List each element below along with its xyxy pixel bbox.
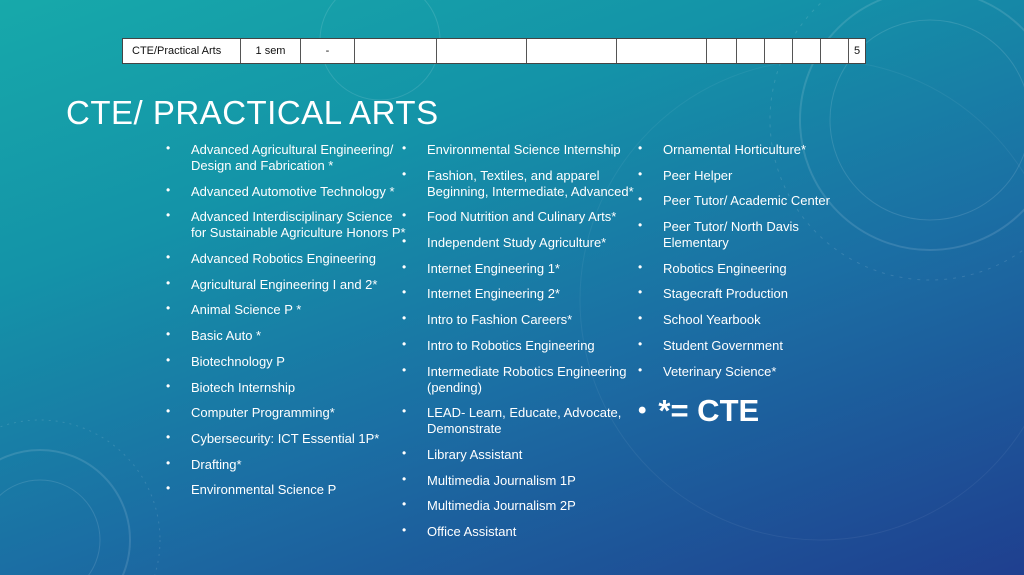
header-cell-empty [821, 39, 849, 63]
list-item: • Multimedia Journalism 1P [402, 473, 642, 489]
course-header-row [122, 38, 866, 64]
header-cell-empty [737, 39, 765, 63]
list-item: • Advanced Automotive Technology * [166, 184, 406, 200]
list-item: • Internet Engineering 2* [402, 286, 642, 302]
list-item: • Peer Tutor/ Academic Center [638, 193, 848, 209]
header-cell-credits: 5 [853, 45, 861, 57]
header-cell-empty [707, 39, 737, 63]
list-item: • Library Assistant [402, 447, 642, 463]
list-item: • Student Government [638, 338, 848, 354]
list-item: • Agricultural Engineering I and 2* [166, 277, 406, 293]
list-item: • Animal Science P * [166, 302, 406, 318]
list-item: • Basic Auto * [166, 328, 406, 344]
list-item: • Office Assistant [402, 524, 642, 540]
list-item: • LEAD- Learn, Educate, Advocate, Demonstrate [402, 405, 642, 437]
course-list-column-2 [402, 142, 642, 550]
list-item: • Intro to Robotics Engineering [402, 338, 642, 354]
list-item: • Robotics Engineering [638, 261, 848, 277]
header-cell-empty [793, 39, 821, 63]
list-item: • Food Nutrition and Culinary Arts* [402, 209, 642, 225]
list-item: • Advanced Agricultural Engineering/ Design and Fabrication * [166, 142, 406, 174]
list-item: • Ornamental Horticulture* [638, 142, 848, 158]
header-cell-empty [437, 39, 527, 63]
list-item: • Independent Study Agriculture* [402, 235, 642, 251]
list-item: • Computer Programming* [166, 405, 406, 421]
page-title: CTE/ PRACTICAL ARTS [66, 94, 439, 131]
list-item: • Peer Tutor/ North Davis Elementary [638, 219, 848, 251]
header-cell-course: CTE/Practical Arts [123, 39, 241, 63]
list-item: • Intro to Fashion Careers* [402, 312, 642, 328]
list-item: • Veterinary Science* [638, 364, 848, 380]
header-cell-empty [617, 39, 707, 63]
bullet-icon: • [638, 397, 647, 424]
header-cell-empty [765, 39, 793, 63]
header-cell-grade: - [301, 39, 355, 63]
list-item: • Fashion, Textiles, and apparel Beginning, Intermediate, Advanced* [402, 168, 642, 200]
list-item: • Biotechnology P [166, 354, 406, 370]
header-cell-length: 1 sem [241, 39, 301, 63]
list-item: • Internet Engineering 1* [402, 261, 642, 277]
course-list-column-1 [166, 142, 406, 508]
header-cell-empty [527, 39, 617, 63]
list-item: • Multimedia Journalism 2P [402, 498, 642, 514]
list-item: • Drafting* [166, 457, 406, 473]
list-item: • Biotech Internship [166, 380, 406, 396]
cte-legend-text: *= CTE [658, 393, 760, 428]
header-cell-empty [355, 39, 437, 63]
list-item: • Advanced Interdisciplinary Science for Sustainable Agriculture Honors P* [166, 209, 406, 241]
list-item: • Environmental Science P [166, 482, 406, 498]
list-item: • Cybersecurity: ICT Essential 1P* [166, 431, 406, 447]
course-list-column-3 [638, 142, 848, 389]
cte-legend-note [638, 393, 759, 429]
list-item: • School Yearbook [638, 312, 848, 328]
list-item: • Peer Helper [638, 168, 848, 184]
list-item: • Environmental Science Internship [402, 142, 642, 158]
list-item: • Advanced Robotics Engineering [166, 251, 406, 267]
list-item: • Intermediate Robotics Engineering (pending) [402, 364, 642, 396]
list-item: • Stagecraft Production [638, 286, 848, 302]
